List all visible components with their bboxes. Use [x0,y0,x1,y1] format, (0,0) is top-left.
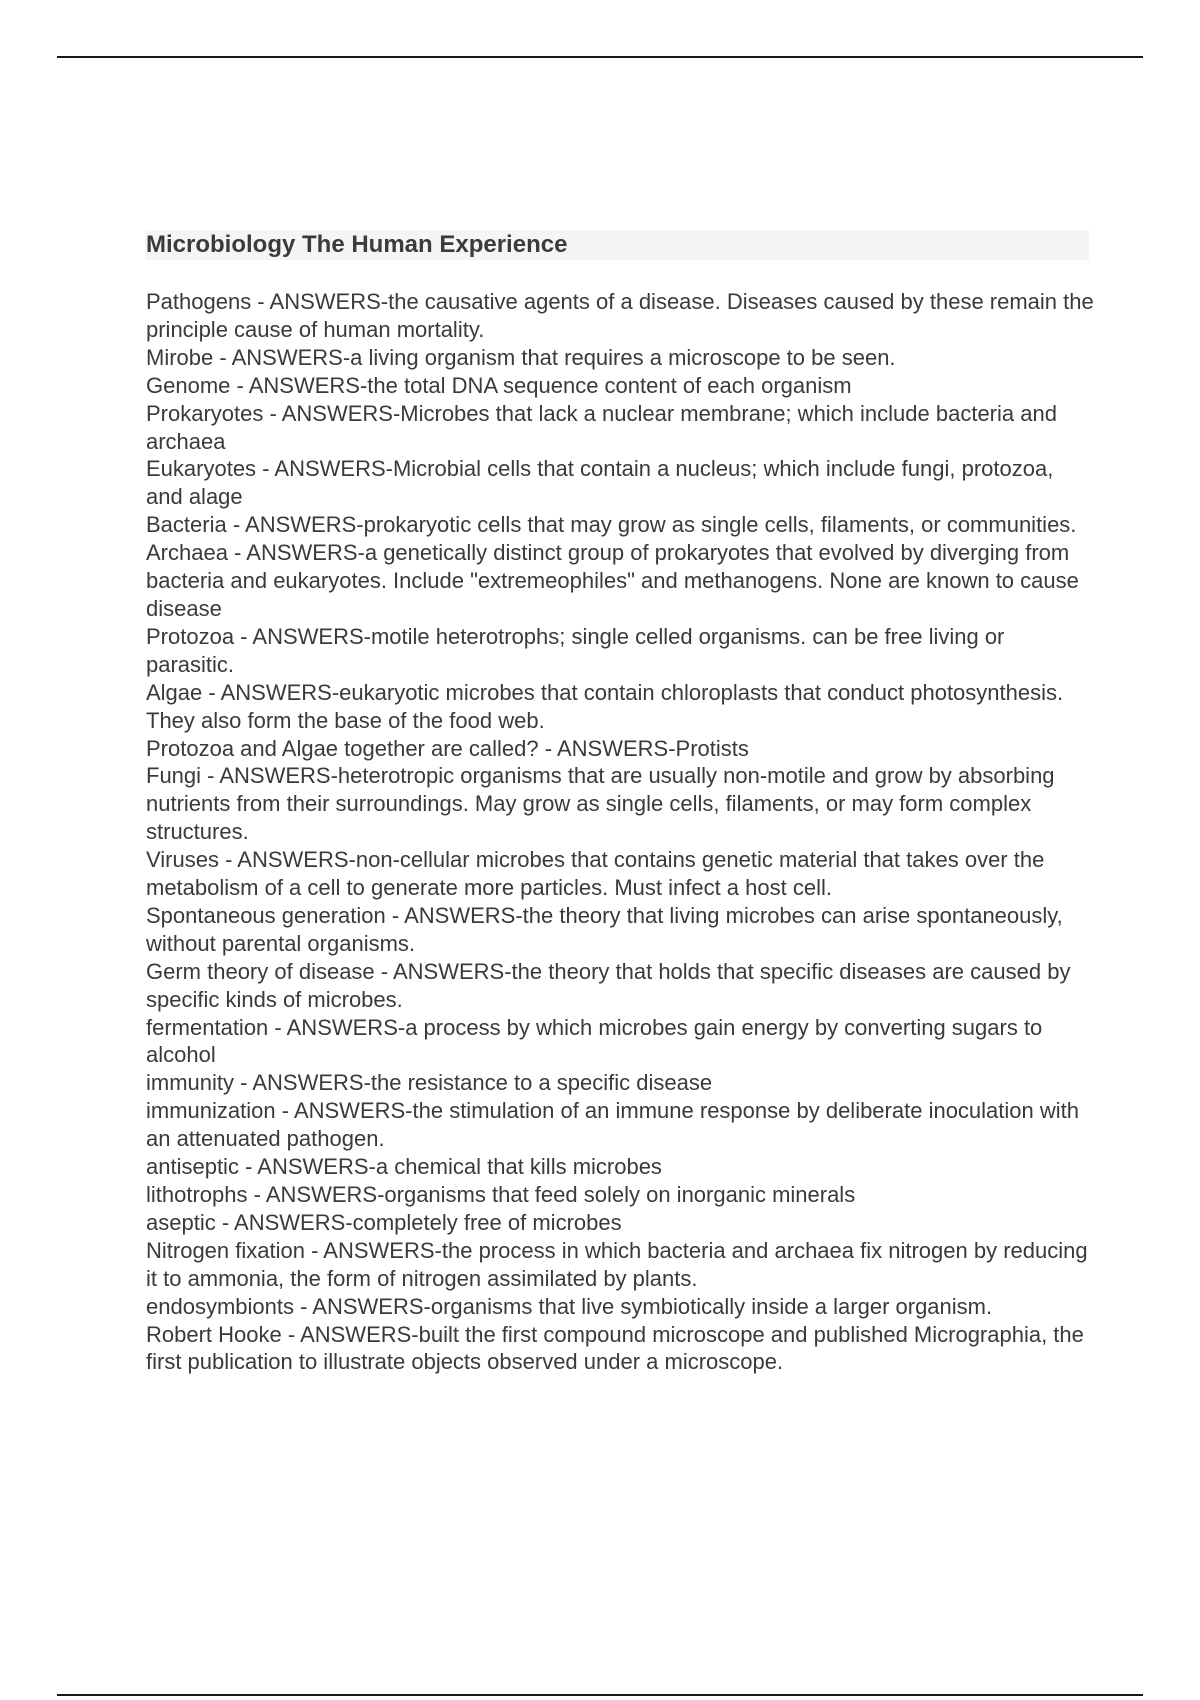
entry-lithotrophs: lithotrophs - ANSWERS-organisms that feed solely on inorganic minerals [146,1182,856,1207]
entry-archaea: Archaea - ANSWERS-a genetically distinct group of prokaryotes that evolved by diverging from bacteria and eukaryotes. Include "extremeophiles" and methanogens. None are known to cause disease [146,540,1079,621]
entry-germ-theory: Germ theory of disease - ANSWERS-the theory that holds that specific diseases are caused by specific kinds of microbes. [146,958,1071,1012]
entry-immunization: immunization - ANSWERS-the stimulation of an immune response by deliberate inoculation with an attenuated pathogen. [146,1098,1079,1152]
entry-immunity: immunity - ANSWERS-the resistance to a specific disease [146,1070,713,1096]
entry-nitrogen-fixation: Nitrogen fixation - ANSWERS-the process in which bacteria and archaea fix nitrogen by reducing it to ammonia, the form of nitrogen assimilated by plants. [146,1237,1088,1291]
entry-aseptic: aseptic - ANSWERS-completely free of microbes [146,1209,622,1235]
entry-viruses: Viruses - ANSWERS-non-cellular microbes that contains genetic material that takes over the metabolism of a cell to generate more particles. Must infect a host cell. [146,847,1045,901]
entry-antiseptic: antiseptic - ANSWERS-a chemical that kills microbes [146,1154,662,1180]
entry-spontaneous-generation: Spontaneous generation - ANSWERS-the theory that living microbes can arise spontaneously, without parental organisms. [146,902,1063,956]
entry-algae: Algae - ANSWERS-eukaryotic microbes that contain chloroplasts that conduct photosynthesis. They also form the base of the food web. [146,679,1064,733]
entry-fermentation: fermentation - ANSWERS-a process by which microbes gain energy by converting sugars to alcohol [146,1014,1043,1068]
entry-eukaryotes: Eukaryotes - ANSWERS-Microbial cells that contain a nucleus; which include fungi, protozoa, and alage [146,456,1054,510]
entry-bacteria: Bacteria - ANSWERS-prokaryotic cells that may grow as single cells, filaments, or communities. [146,512,1077,538]
entry-mirobe: Mirobe - ANSWERS-a living organism that requires a microscope to be seen. [146,344,896,370]
entry-fungi: Fungi - ANSWERS-heterotropic organisms that are usually non-motile and grow by absorbing nutrients from their surroundings. May grow as single cells, filaments, or may form complex structures. [146,763,1055,845]
entry-endosymbionts: endosymbionts - ANSWERS-organisms that live symbiotically inside a larger organism. [146,1293,993,1319]
entry-pathogens: Pathogens - ANSWERS-the causative agents of a disease. Diseases caused by these remain the principle cause of human mortality. [146,289,1094,342]
entry-genome: Genome - ANSWERS-the total DNA sequence content of each organism [146,372,852,398]
document-body [146,288,1096,1376]
document-title: Microbiology The Human Experience [146,231,568,258]
entry-prokaryotes: Prokaryotes - ANSWERS-Microbes that lack a nuclear membrane; which include bacteria and archaea [146,400,1057,454]
entry-protozoa: Protozoa - ANSWERS-motile heterotrophs; single celled organisms. can be free living or parasitic. [146,623,1005,677]
entry-robert-hooke: Robert Hooke - ANSWERS-built the first compound microscope and published Micrographia, the first publication to illustrate objects observed under a microscope. [146,1321,1084,1375]
footer-rule [57,1694,1143,1696]
header-rule [57,56,1143,58]
entry-protists: Protozoa and Algae together are called? - ANSWERS-Protists [146,735,749,761]
